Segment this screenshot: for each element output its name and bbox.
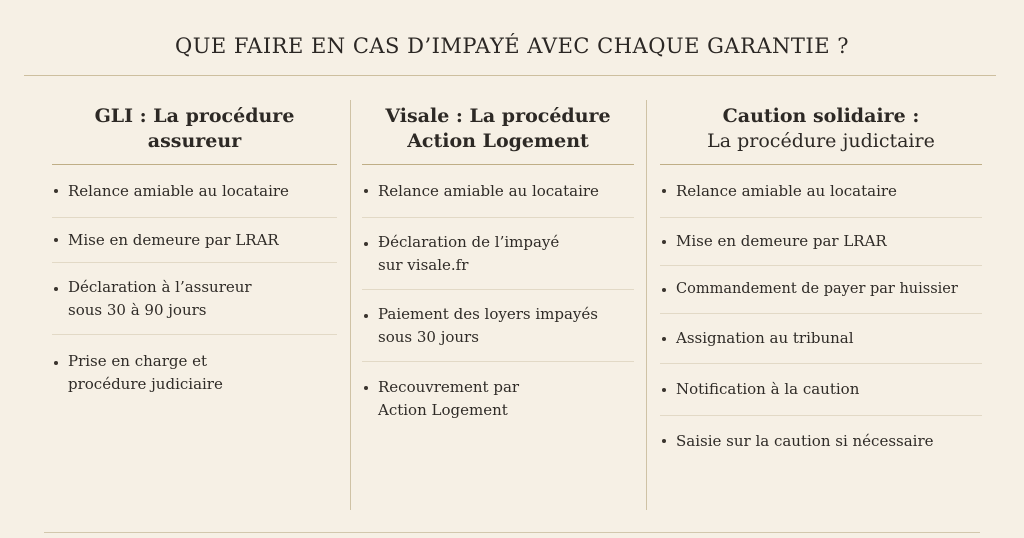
bullet-icon: [54, 238, 58, 242]
column-title-line2: assureur: [147, 130, 242, 152]
bullet-icon: [662, 439, 666, 443]
bullet-icon: [662, 337, 666, 341]
column-title: [52, 100, 337, 159]
list-item-text: Notification à la caution: [676, 380, 860, 398]
column-divider: [350, 100, 351, 510]
bullet-icon: [662, 240, 666, 244]
list-item: [660, 416, 982, 466]
list-item: [52, 335, 337, 411]
list-item-text: Saisie sur la caution si nécessaire: [676, 431, 934, 450]
bullet-icon: [364, 242, 368, 246]
list-item-text-continued: sur visale.fr: [378, 255, 469, 274]
column-title-line2: Action Logement: [407, 130, 589, 152]
bullet-icon: [662, 388, 666, 392]
bullet-icon: [364, 314, 368, 318]
list-item: [660, 364, 982, 416]
list-item: [362, 290, 634, 362]
list-item-text: Déclaration à l’assureur: [68, 277, 252, 296]
list-item: [52, 263, 337, 335]
column-caution-solidaire: [660, 100, 982, 466]
list-item-text: Mise en demeure par LRAR: [68, 230, 279, 249]
list-item: [660, 165, 982, 218]
page-title: QUE FAIRE EN CAS D’IMPAYÉ AVEC CHAQUE GARANTIE ?: [175, 34, 849, 58]
list-item: [660, 218, 982, 266]
column-title-line1: GLI : La procédure: [94, 105, 295, 127]
bullet-icon: [364, 189, 368, 193]
list-item-text: Commandement de payer par huissier: [676, 281, 958, 297]
bullet-icon: [54, 189, 58, 193]
list-item: [660, 266, 982, 314]
list-item-text: Ðéclaration de l’impayé: [378, 232, 560, 251]
bullet-icon: [54, 287, 58, 291]
list-item-text-continued: sous 30 à 90 jours: [68, 300, 207, 319]
bullet-icon: [54, 361, 58, 365]
list-item-text: Assignation au tribunal: [676, 329, 854, 347]
list-item: [362, 362, 634, 436]
list-item-text-continued: procédure judiciaire: [68, 375, 223, 393]
column-visale: [362, 100, 634, 436]
bullet-icon: [662, 189, 666, 193]
bullet-icon: [662, 288, 666, 292]
column-title-line1: Caution solidaire :: [722, 105, 920, 127]
list-item-text: Paiement des loyers impayés: [378, 304, 598, 323]
list-item-text-continued: Action Logement: [378, 401, 508, 419]
list-item: [362, 165, 634, 218]
bottom-divider: [44, 532, 980, 533]
list-item: [362, 218, 634, 290]
column-title: [362, 100, 634, 159]
list-item: [52, 165, 337, 218]
list-item: [660, 314, 982, 364]
list-item-text: Prise en charge et: [68, 352, 208, 370]
column-title-line1: Visale : La procédure: [385, 105, 611, 127]
list-item-text: Mise en demeure par LRAR: [676, 232, 887, 250]
column-title: [660, 100, 982, 159]
column-divider: [646, 100, 647, 510]
list-item-text-continued: sous 30 jours: [378, 327, 479, 346]
column-title-line2: La procédure judictaire: [707, 130, 935, 152]
title-divider: [24, 75, 996, 76]
list-item-text: Relance amiable au locataire: [676, 181, 897, 200]
column-gli: [52, 100, 337, 411]
list-item-text: Recouvrement par: [378, 378, 520, 396]
list-item-text: Relance amiable au locataire: [378, 181, 599, 200]
list-item-text: Relance amiable au locataire: [68, 181, 289, 200]
list-item: [52, 218, 337, 263]
bullet-icon: [364, 386, 368, 390]
